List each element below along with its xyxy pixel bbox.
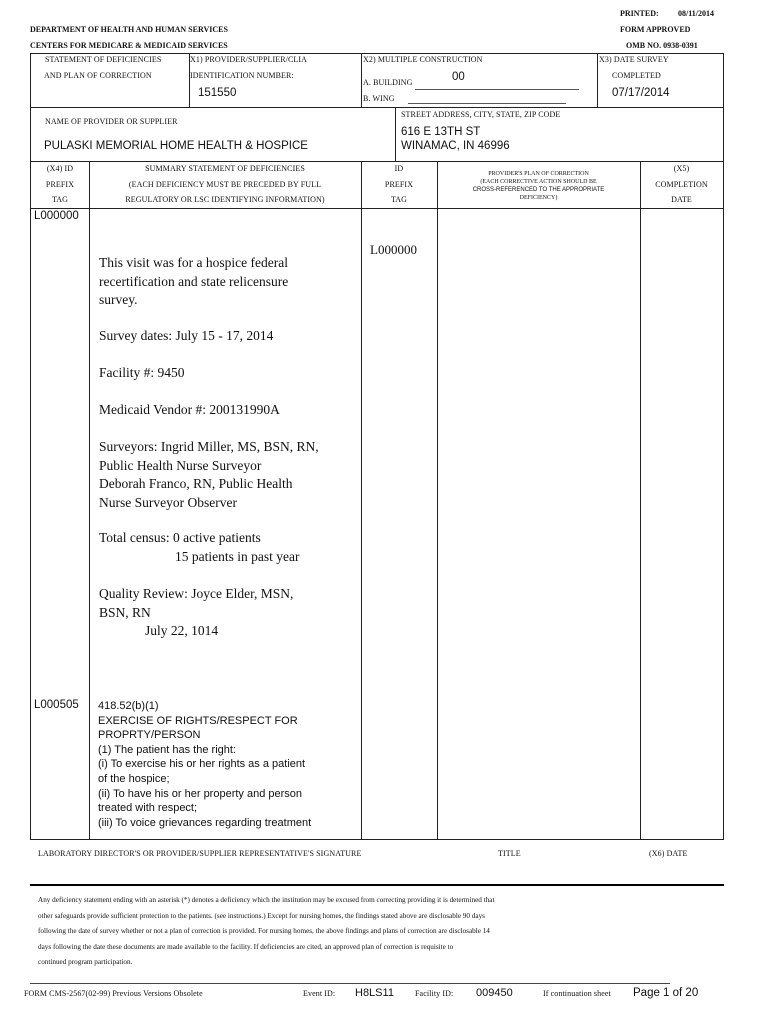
medicaid-vendor: Medicaid Vendor #: 200131990A <box>99 402 280 417</box>
tag-l000505: L000505 <box>34 699 79 711</box>
omb-number: OMB NO. 0938-0391 <box>626 41 698 50</box>
wing-label: B. WING <box>363 94 395 103</box>
x3-label-2: COMPLETED <box>612 71 661 80</box>
facility-number: Facility #: 9450 <box>99 365 185 380</box>
facility-id-label: Facility ID: <box>415 989 454 998</box>
x5-header-1: (X5) <box>673 164 690 173</box>
x3-label-1: X3) DATE SURVEY <box>599 55 669 64</box>
regulation-text: 418.52(b)(1) EXERCISE OF RIGHTS/RESPECT FOR PROPRTY/PERSON (1) The patient has the right: (i) To exercise his or her rights as a patient of the hospice; (ii) To have his or her property and person treated with respect; (iii) To voice grievances regarding treatment <box>98 700 312 829</box>
department-title: DEPARTMENT OF HEALTH AND HUMAN SERVICES <box>30 25 228 34</box>
statement-label-1: STATEMENT OF DEFICIENCIES <box>45 55 162 64</box>
x4-header-3: TAG <box>51 195 69 204</box>
signature-label: LABORATORY DIRECTOR'S OR PROVIDER/SUPPLIER REPRESENTATIVE'S SIGNATURE <box>38 849 362 858</box>
summary-header-2: (EACH DEFICIENCY MUST BE PRECEDED BY FULL <box>128 180 322 189</box>
x4-header-2: PREFIX <box>45 180 75 189</box>
event-id-value: H8LS11 <box>355 987 394 999</box>
address-line-1: 616 E 13TH ST <box>401 126 481 138</box>
survey-date-value: 07/17/2014 <box>612 87 670 99</box>
x1-label-1: X1) PROVIDER/SUPPLIER/CLIA <box>190 55 308 64</box>
page-number: Page 1 of 20 <box>633 987 699 999</box>
printed-date: 08/11/2014 <box>678 9 715 18</box>
provider-name-label: NAME OF PROVIDER OR SUPPLIER <box>45 117 178 126</box>
x5-header-3: DATE <box>671 195 692 204</box>
statement-label-2: AND PLAN OF CORRECTION <box>44 71 152 80</box>
quality-review: Quality Review: Joyce Elder, MSN, BSN, RN <box>99 586 294 620</box>
plan-header-1: PROVIDER'S PLAN OF CORRECTION <box>488 171 589 177</box>
provider-name-value: PULASKI MEMORIAL HOME HEALTH & HOSPICE <box>44 140 308 152</box>
surveyors-block: Surveyors: Ingrid Miller, MS, BSN, RN, Public Health Nurse Surveyor Deborah Franco, RN, Public Health Nurse Surveyor Observer <box>99 439 319 510</box>
visit-description: This visit was for a hospice federal recertification and state relicensure survey. <box>99 255 289 307</box>
id-header-3: TAG <box>390 195 408 204</box>
continuation-label: If continuation sheet <box>543 989 611 998</box>
tag-l000000-right: L000000 <box>370 242 417 257</box>
title-label: TITLE <box>498 849 521 858</box>
tag-l000000: L000000 <box>34 210 79 222</box>
x6-date-label: (X6) DATE <box>649 849 688 858</box>
id-header-1: ID <box>394 164 404 173</box>
x2-label: X2) MULTIPLE CONSTRUCTION <box>363 55 483 64</box>
survey-dates: Survey dates: July 15 - 17, 2014 <box>99 328 274 343</box>
address-line-2: WINAMAC, IN 46996 <box>401 140 510 152</box>
plan-header-3: CROSS-REFERENCED TO THE APPROPRIATE <box>472 187 605 193</box>
plan-header-4: DEFICIENCY) <box>519 195 558 201</box>
event-id-label: Event ID: <box>303 989 336 998</box>
form-number: FORM CMS-2567(02-99) Previous Versions Obsolete <box>24 989 203 998</box>
plan-header-2: (EACH CORRECTIVE ACTION SHOULD BE <box>480 179 597 185</box>
provider-id-value: 151550 <box>198 87 237 99</box>
building-label: A. BUILDING <box>363 78 413 87</box>
census-line-1: Total census: 0 active patients <box>99 530 261 545</box>
quality-review-date: July 22, 1014 <box>145 623 219 638</box>
id-header-2: PREFIX <box>384 180 414 189</box>
summary-header-3: REGULATORY OR LSC IDENTIFYING INFORMATION) <box>125 195 325 204</box>
x4-header-1: (X4) ID <box>46 164 74 173</box>
centers-title: CENTERS FOR MEDICARE & MEDICAID SERVICES <box>30 41 228 50</box>
building-value: 00 <box>452 71 465 83</box>
facility-id-value: 009450 <box>476 987 513 999</box>
form-approved: FORM APPROVED <box>620 25 691 34</box>
census-line-2: 15 patients in past year <box>175 549 300 564</box>
x5-header-2: COMPLETION <box>655 180 708 189</box>
x1-label-2: IDENTIFICATION NUMBER: <box>190 71 294 80</box>
address-label: STREET ADDRESS, CITY, STATE, ZIP CODE <box>401 110 561 119</box>
printed-label: PRINTED: <box>620 9 659 18</box>
summary-header-1: SUMMARY STATEMENT OF DEFICIENCIES <box>145 164 305 173</box>
disclaimer: Any deficiency statement ending with an asterisk (*) denotes a deficiency which the institution may be excused from correcting providing it is determined that other safeguards provide sufficient protection to the patients. (see instructions.) Except for nursing homes, the findings stated above are disclosable 90 days following the date of survey whether or not a plan of correction is provided. For nursing homes, the above findings and plans of correction are disclosable 14 days following the date these documents are made available to the facility. If deficiencies are cited, an approved plan of correction is requisite to continued program participation. <box>38 896 495 966</box>
